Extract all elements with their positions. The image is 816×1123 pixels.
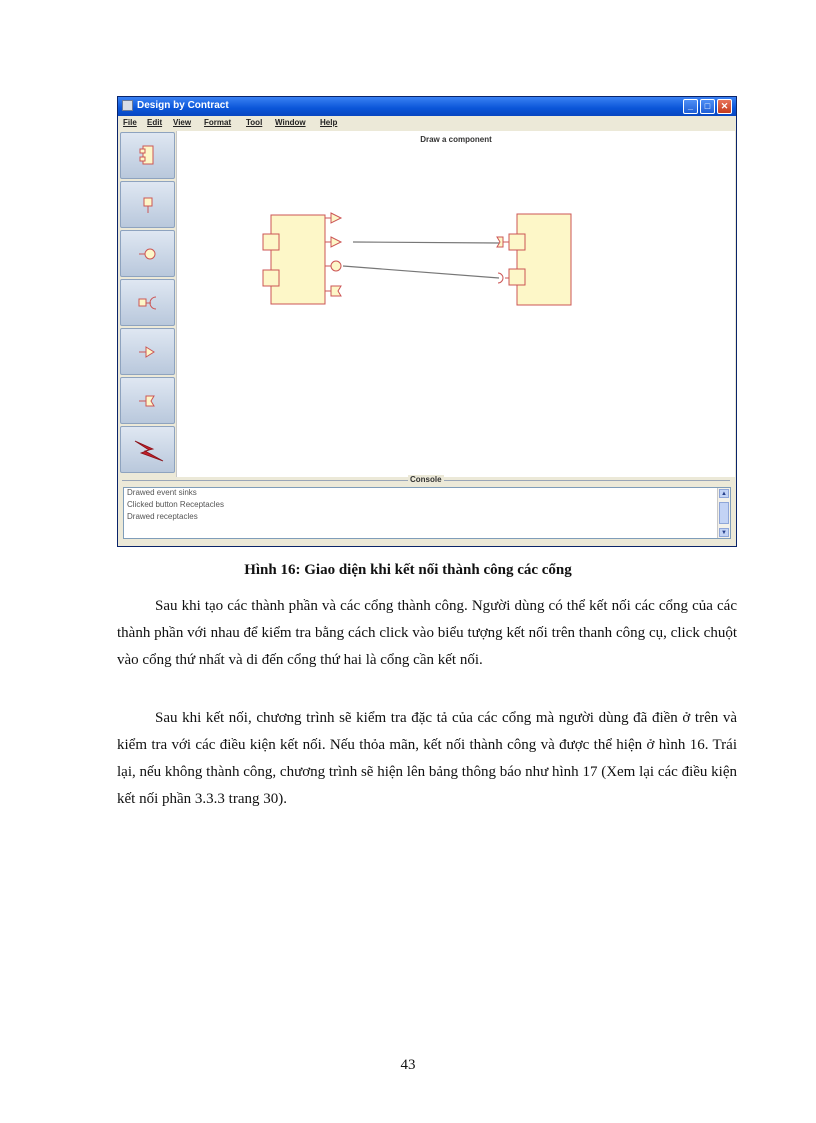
event-sink-icon: [121, 378, 176, 425]
page-number: 43: [400, 1057, 416, 1073]
event-source-port: [331, 237, 341, 247]
close-button[interactable]: ✕: [717, 99, 732, 114]
console-title: Console: [410, 475, 442, 484]
menu-edit[interactable]: Edit: [147, 118, 163, 127]
minimize-button[interactable]: _: [683, 99, 698, 114]
scroll-down-icon[interactable]: ▼: [719, 528, 729, 537]
menu-bar: [118, 116, 736, 130]
receptacle-tool-button[interactable]: [120, 279, 175, 326]
window-title: Design by Contract: [137, 100, 229, 111]
connector-line[interactable]: [343, 266, 499, 278]
port-right-1: [509, 234, 525, 250]
event-source-icon: [121, 329, 176, 376]
interface-tool-button[interactable]: [120, 230, 175, 277]
port-left-2: [263, 270, 279, 286]
app-icon: [122, 100, 133, 111]
console-panel[interactable]: [123, 487, 731, 539]
paragraph: Sau khi tạo các thành phần và các cổng thành công. Người dùng có thể kết nối các cổng của các thành phần với nhau để kiểm tra bằng cách click vào biểu tượng kết nối trên thanh công cụ, click chuột vào cổng thứ nhất và di đến cổng thứ hai là cổng cần kết nối.: [117, 598, 737, 668]
drawing-canvas[interactable]: [176, 131, 735, 477]
scroll-up-icon[interactable]: ▲: [719, 489, 729, 498]
event-sink-tool-button[interactable]: [120, 377, 175, 424]
menu-file[interactable]: File: [123, 118, 137, 127]
event-sink-port: [331, 286, 341, 296]
maximize-button[interactable]: □: [700, 99, 715, 114]
component-icon: [121, 133, 176, 180]
event-source-port: [331, 213, 341, 223]
figure-caption: Hình 16: Giao diện khi kết nối thành công các cổng: [244, 562, 572, 578]
event-source-tool-button[interactable]: [120, 328, 175, 375]
console-line: Clicked button Receptacles: [127, 500, 224, 509]
app-window: [117, 96, 737, 547]
component-left[interactable]: [263, 213, 341, 304]
console-scrollbar[interactable]: [717, 488, 730, 538]
console-line: Drawed event sinks: [127, 488, 197, 497]
connector-tool-button[interactable]: [120, 426, 175, 473]
menu-help[interactable]: Help: [320, 118, 338, 127]
receptacle-icon: [121, 280, 176, 327]
menu-window[interactable]: Window: [275, 118, 306, 127]
component-right[interactable]: [497, 214, 571, 305]
paragraph: Sau khi kết nối, chương trình sẽ kiểm tra đặc tả của các cổng mà người dùng đã điền ở trên và kiểm tra với các điều kiện kết nối. Nếu thỏa mãn, kết nối thành công và được thể hiện ở hình 16. Trái lại, nếu không thành công, chương trình sẽ hiện lên bảng thông báo như hình 17 (Xem lại các điều kiện kết nối phần 3.3.3 trang 30).: [117, 710, 737, 807]
interface-port: [331, 261, 341, 271]
event-sink-port: [497, 237, 503, 247]
canvas-title: Draw a component: [420, 135, 492, 144]
port-right-2: [509, 269, 525, 285]
menu-tool[interactable]: Tool: [246, 118, 263, 127]
tool-palette: [120, 132, 176, 478]
console-line: Drawed receptacles: [127, 512, 198, 521]
port-icon: [121, 182, 176, 229]
port-left-1: [263, 234, 279, 250]
diagram: [177, 131, 735, 477]
menu-view[interactable]: View: [173, 118, 192, 127]
menu-format[interactable]: Format: [204, 118, 232, 127]
port-tool-button[interactable]: [120, 181, 175, 228]
connector-line[interactable]: [353, 242, 499, 243]
lightning-icon: [121, 427, 176, 474]
scroll-thumb[interactable]: [719, 502, 729, 524]
title-bar[interactable]: [118, 97, 736, 116]
component-tool-button[interactable]: [120, 132, 175, 179]
interface-icon: [121, 231, 176, 278]
